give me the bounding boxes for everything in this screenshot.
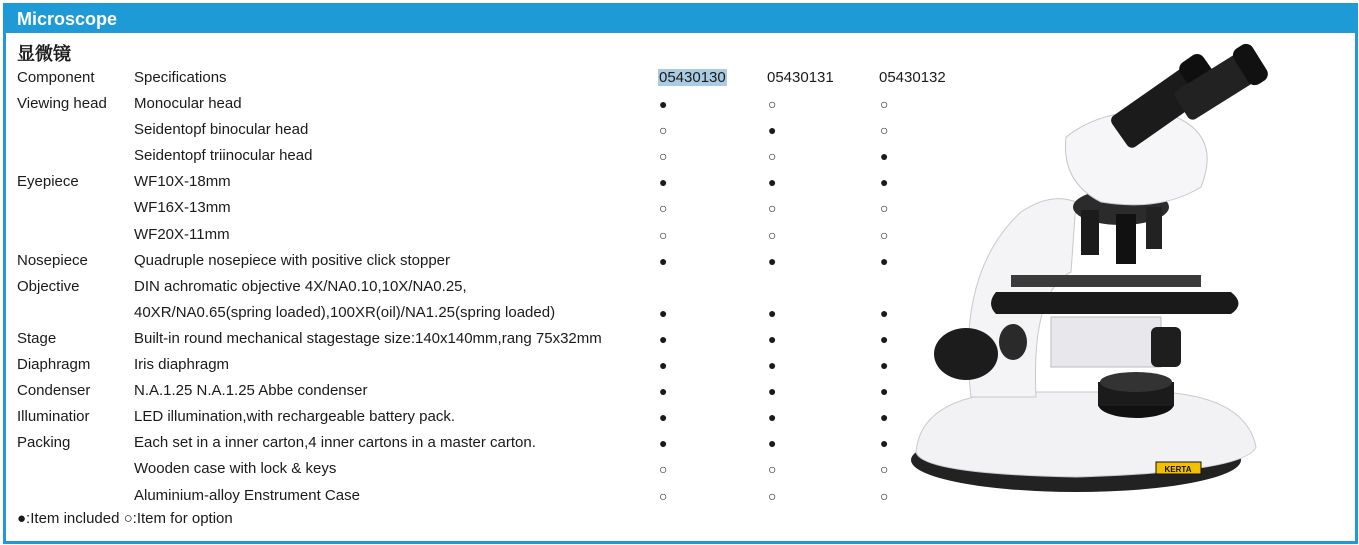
mark-cell-model-3: ● — [880, 383, 889, 400]
mark-cell-model-2: ● — [768, 409, 777, 426]
mark-cell-model-1: ● — [659, 174, 668, 191]
mark-cell-model-2: ○ — [768, 487, 777, 504]
mark-cell-model-2: ● — [768, 122, 777, 139]
mark-cell-model-3: ○ — [880, 461, 889, 478]
page-title: Microscope — [6, 6, 1355, 33]
header-specifications: Specifications — [134, 69, 227, 86]
spec-table — [6, 65, 986, 509]
table-row — [6, 404, 986, 430]
header-model-2: 05430131 — [767, 69, 834, 86]
mark-cell-model-1: ● — [659, 435, 668, 452]
legend: ●:Item included ○:Item for option — [17, 510, 233, 527]
mark-cell-model-3: ● — [880, 435, 889, 452]
mark-cell-model-2: ● — [768, 304, 777, 321]
specification-cell: Quadruple nosepiece with positive click stopper — [134, 251, 451, 269]
mark-cell-model-3: ● — [880, 330, 889, 347]
mark-cell-model-2: ○ — [768, 461, 777, 478]
mark-cell-model-2: ● — [768, 435, 777, 452]
microscope-spec-sheet — [3, 3, 1358, 544]
mark-cell-model-1: ● — [659, 409, 668, 426]
table-row — [6, 300, 986, 326]
mark-cell-model-3: ○ — [880, 96, 889, 113]
mark-cell-model-1: ○ — [659, 148, 668, 165]
specification-cell: Built-in round mechanical stagestage size:140x140mm,rang 75x32mm — [134, 329, 602, 347]
mark-cell-model-2: ● — [768, 383, 777, 400]
component-cell: Condenser — [17, 382, 91, 400]
specification-cell: LED illumination,with rechargeable battery pack. — [134, 408, 455, 426]
mark-cell-model-1: ● — [659, 304, 668, 321]
mark-cell-model-3: ● — [880, 148, 889, 165]
table-row — [6, 326, 986, 352]
table-row — [6, 352, 986, 378]
mark-cell-model-3: ○ — [880, 487, 889, 504]
mark-cell-model-2: ● — [768, 174, 777, 191]
mark-cell-model-3: ● — [880, 252, 889, 269]
mark-cell-model-1: ○ — [659, 461, 668, 478]
table-body — [6, 91, 986, 509]
mark-cell-model-1: ● — [659, 357, 668, 374]
table-row — [6, 91, 986, 117]
mark-cell-model-1: ○ — [659, 226, 668, 243]
component-cell: Nosepiece — [17, 251, 88, 269]
specification-cell: 40XR/NA0.65(spring loaded),100XR(oil)/NA1.25(spring loaded) — [134, 303, 556, 321]
mark-cell-model-3: ● — [880, 304, 889, 321]
mark-cell-model-1: ● — [659, 96, 668, 113]
table-row — [6, 378, 986, 404]
mark-cell-model-3: ● — [880, 174, 889, 191]
table-row — [6, 195, 986, 221]
specification-cell: Wooden case with lock & keys — [134, 460, 337, 478]
mark-cell-model-3: ○ — [880, 122, 889, 139]
specification-cell: WF20X-11mm — [134, 225, 230, 243]
mark-cell-model-3: ● — [880, 409, 889, 426]
chinese-title: 显微镜 — [17, 44, 71, 65]
selected-model-highlight[interactable]: 05430130 — [659, 69, 726, 86]
component-cell: Objective — [17, 277, 80, 295]
specification-cell: Iris diaphragm — [134, 356, 230, 374]
table-row — [6, 274, 986, 300]
table-row — [6, 143, 986, 169]
component-cell: Illuminatior — [17, 408, 90, 426]
table-row — [6, 430, 986, 456]
mark-cell-model-2: ○ — [768, 200, 777, 217]
table-row — [6, 169, 986, 195]
microscope-icon — [901, 42, 1271, 492]
mark-cell-model-1: ● — [659, 330, 668, 347]
table-row — [6, 222, 986, 248]
mark-cell-model-1: ● — [659, 383, 668, 400]
specification-cell: WF16X-13mm — [134, 199, 231, 217]
specification-cell: WF10X-18mm — [134, 173, 231, 191]
mark-cell-model-1: ○ — [659, 487, 668, 504]
header-model-3: 05430132 — [879, 69, 946, 86]
mark-cell-model-2: ○ — [768, 96, 777, 113]
mark-cell-model-1: ● — [659, 252, 668, 269]
component-cell: Viewing head — [17, 95, 107, 113]
specification-cell: Each set in a inner carton,4 inner cartons in a master carton. — [134, 434, 536, 452]
specification-cell: Monocular head — [134, 95, 242, 113]
mark-cell-model-3: ○ — [880, 200, 889, 217]
mark-cell-model-1: ○ — [659, 200, 668, 217]
component-cell: Eyepiece — [17, 173, 79, 191]
component-cell: Diaphragm — [17, 356, 91, 374]
table-row — [6, 456, 986, 482]
mark-cell-model-3: ● — [880, 357, 889, 374]
specification-cell: Seidentopf triinocular head — [134, 147, 313, 165]
table-row — [6, 483, 986, 509]
mark-cell-model-2: ● — [768, 357, 777, 374]
mark-cell-model-2: ● — [768, 252, 777, 269]
mark-cell-model-1: ○ — [659, 122, 668, 139]
component-cell: Packing — [17, 434, 71, 452]
mark-cell-model-2: ○ — [768, 148, 777, 165]
specification-cell: Aluminium-alloy Enstrument Case — [134, 486, 360, 504]
specification-cell: N.A.1.25 N.A.1.25 Abbe condenser — [134, 382, 368, 400]
specification-cell: Seidentopf binocular head — [134, 121, 309, 139]
mark-cell-model-2: ○ — [768, 226, 777, 243]
table-row — [6, 117, 986, 143]
header-model-1 — [658, 65, 728, 91]
table-header-row — [6, 65, 986, 91]
specification-cell: DIN achromatic objective 4X/NA0.10,10X/NA0.25, — [134, 277, 467, 295]
mark-cell-model-2: ● — [768, 330, 777, 347]
brand-label: KERTA — [1164, 465, 1192, 474]
mark-cell-model-3: ○ — [880, 226, 889, 243]
component-cell: Stage — [17, 329, 57, 347]
header-component: Component — [17, 69, 95, 86]
table-row — [6, 248, 986, 274]
